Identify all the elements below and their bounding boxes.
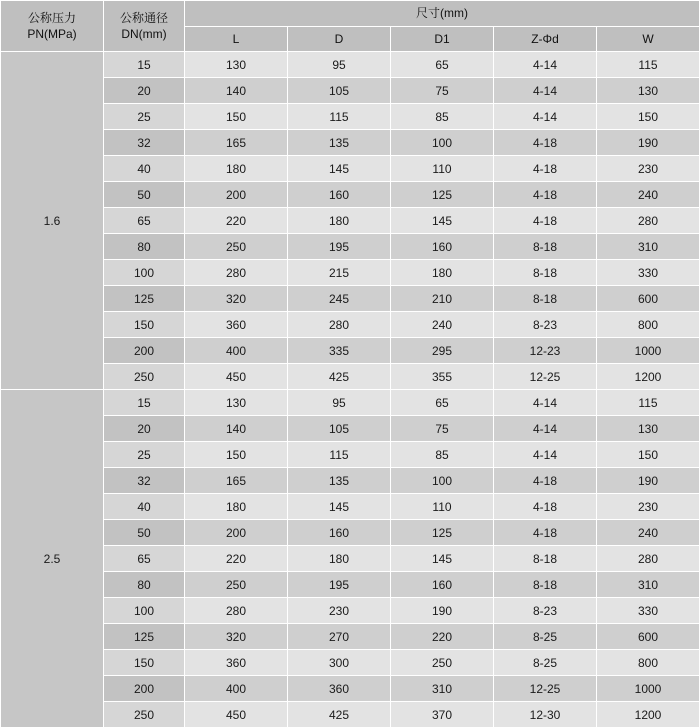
diameter-d-cell: 135 (288, 468, 391, 494)
diameter-d-cell: 145 (288, 494, 391, 520)
bolt-holes-cell: 12-30 (494, 702, 597, 728)
diameter-d1-cell: 310 (391, 676, 494, 702)
table-row (1, 546, 700, 572)
bolt-holes-cell: 8-18 (494, 286, 597, 312)
diameter-d-cell: 195 (288, 572, 391, 598)
nominal-diameter-cell: 100 (104, 260, 185, 286)
weight-cell: 150 (597, 104, 700, 130)
table-row (1, 468, 700, 494)
diameter-d1-cell: 75 (391, 78, 494, 104)
nominal-diameter-cell: 80 (104, 234, 185, 260)
nominal-diameter-cell: 65 (104, 208, 185, 234)
diameter-d-cell: 195 (288, 234, 391, 260)
weight-cell: 280 (597, 208, 700, 234)
table-row (1, 130, 700, 156)
nominal-diameter-cell: 150 (104, 312, 185, 338)
header-col-w: W (597, 26, 700, 52)
diameter-d1-cell: 110 (391, 494, 494, 520)
header-nominal-pressure-line2: PN(MPa) (27, 27, 77, 41)
length-cell: 180 (185, 156, 288, 182)
bolt-holes-cell: 4-14 (494, 442, 597, 468)
table-row (1, 104, 700, 130)
length-cell: 165 (185, 130, 288, 156)
diameter-d1-cell: 100 (391, 468, 494, 494)
diameter-d1-cell: 240 (391, 312, 494, 338)
nominal-diameter-cell: 25 (104, 442, 185, 468)
bolt-holes-cell: 4-18 (494, 494, 597, 520)
bolt-holes-cell: 8-23 (494, 312, 597, 338)
diameter-d-cell: 270 (288, 624, 391, 650)
diameter-d-cell: 105 (288, 78, 391, 104)
diameter-d-cell: 115 (288, 104, 391, 130)
diameter-d1-cell: 190 (391, 598, 494, 624)
diameter-d-cell: 230 (288, 598, 391, 624)
bolt-holes-cell: 8-18 (494, 260, 597, 286)
length-cell: 150 (185, 104, 288, 130)
nominal-diameter-cell: 250 (104, 702, 185, 728)
table-row (1, 286, 700, 312)
nominal-diameter-cell: 200 (104, 676, 185, 702)
length-cell: 250 (185, 234, 288, 260)
diameter-d-cell: 360 (288, 676, 391, 702)
length-cell: 165 (185, 468, 288, 494)
header-dimensions: 尺寸(mm) (185, 1, 700, 27)
table-row (1, 234, 700, 260)
weight-cell: 1200 (597, 702, 700, 728)
length-cell: 360 (185, 312, 288, 338)
nominal-diameter-cell: 150 (104, 650, 185, 676)
header-nominal-diameter-line1: 公称通径 (119, 10, 168, 25)
weight-cell: 150 (597, 442, 700, 468)
weight-cell: 1200 (597, 364, 700, 390)
header-nominal-pressure (1, 1, 104, 52)
diameter-d1-cell: 220 (391, 624, 494, 650)
nominal-diameter-cell: 250 (104, 364, 185, 390)
diameter-d1-cell: 100 (391, 130, 494, 156)
nominal-diameter-cell: 25 (104, 104, 185, 130)
length-cell: 220 (185, 546, 288, 572)
header-col-d1: D1 (391, 26, 494, 52)
diameter-d-cell: 180 (288, 208, 391, 234)
diameter-d1-cell: 295 (391, 338, 494, 364)
diameter-d-cell: 95 (288, 390, 391, 416)
bolt-holes-cell: 4-18 (494, 156, 597, 182)
diameter-d-cell: 335 (288, 338, 391, 364)
length-cell: 130 (185, 390, 288, 416)
table-row (1, 442, 700, 468)
diameter-d1-cell: 160 (391, 572, 494, 598)
nominal-diameter-cell: 40 (104, 494, 185, 520)
bolt-holes-cell: 4-14 (494, 390, 597, 416)
table-row (1, 312, 700, 338)
diameter-d1-cell: 125 (391, 182, 494, 208)
weight-cell: 310 (597, 572, 700, 598)
bolt-holes-cell: 4-14 (494, 104, 597, 130)
nominal-diameter-cell: 125 (104, 624, 185, 650)
header-nominal-pressure-line1: 公称压力 (27, 10, 76, 25)
weight-cell: 800 (597, 650, 700, 676)
table-row (1, 520, 700, 546)
nominal-diameter-cell: 15 (104, 390, 185, 416)
header-col-zd: Z-Φd (494, 26, 597, 52)
diameter-d-cell: 425 (288, 702, 391, 728)
table-row (1, 494, 700, 520)
table-row (1, 208, 700, 234)
diameter-d1-cell: 65 (391, 52, 494, 78)
bolt-holes-cell: 8-18 (494, 572, 597, 598)
weight-cell: 130 (597, 78, 700, 104)
diameter-d-cell: 300 (288, 650, 391, 676)
nominal-diameter-cell: 32 (104, 130, 185, 156)
diameter-d1-cell: 65 (391, 390, 494, 416)
length-cell: 360 (185, 650, 288, 676)
length-cell: 400 (185, 676, 288, 702)
table-row (1, 364, 700, 390)
diameter-d1-cell: 160 (391, 234, 494, 260)
weight-cell: 800 (597, 312, 700, 338)
table-body (1, 52, 700, 728)
table-header (1, 1, 700, 52)
weight-cell: 240 (597, 182, 700, 208)
bolt-holes-cell: 4-18 (494, 208, 597, 234)
pressure-group-cell: 2.5 (1, 390, 104, 728)
diameter-d-cell: 280 (288, 312, 391, 338)
length-cell: 250 (185, 572, 288, 598)
length-cell: 140 (185, 78, 288, 104)
diameter-d-cell: 95 (288, 52, 391, 78)
table-row (1, 182, 700, 208)
diameter-d-cell: 160 (288, 520, 391, 546)
weight-cell: 330 (597, 598, 700, 624)
weight-cell: 115 (597, 52, 700, 78)
table-row (1, 702, 700, 728)
length-cell: 140 (185, 416, 288, 442)
table-row (1, 598, 700, 624)
table-row (1, 676, 700, 702)
bolt-holes-cell: 8-23 (494, 598, 597, 624)
weight-cell: 240 (597, 520, 700, 546)
diameter-d-cell: 160 (288, 182, 391, 208)
nominal-diameter-cell: 200 (104, 338, 185, 364)
bolt-holes-cell: 4-18 (494, 130, 597, 156)
table-row (1, 260, 700, 286)
diameter-d1-cell: 85 (391, 442, 494, 468)
nominal-diameter-cell: 32 (104, 468, 185, 494)
nominal-diameter-cell: 20 (104, 416, 185, 442)
length-cell: 280 (185, 598, 288, 624)
diameter-d1-cell: 145 (391, 546, 494, 572)
diameter-d1-cell: 370 (391, 702, 494, 728)
weight-cell: 190 (597, 130, 700, 156)
table-row (1, 78, 700, 104)
table-row (1, 572, 700, 598)
diameter-d1-cell: 180 (391, 260, 494, 286)
nominal-diameter-cell: 100 (104, 598, 185, 624)
weight-cell: 130 (597, 416, 700, 442)
diameter-d1-cell: 145 (391, 208, 494, 234)
diameter-d-cell: 145 (288, 156, 391, 182)
length-cell: 320 (185, 624, 288, 650)
length-cell: 280 (185, 260, 288, 286)
table-row (1, 416, 700, 442)
table-row (1, 650, 700, 676)
diameter-d-cell: 245 (288, 286, 391, 312)
bolt-holes-cell: 8-25 (494, 650, 597, 676)
bolt-holes-cell: 8-18 (494, 234, 597, 260)
header-nominal-diameter (104, 1, 185, 52)
length-cell: 200 (185, 520, 288, 546)
weight-cell: 190 (597, 468, 700, 494)
diameter-d1-cell: 210 (391, 286, 494, 312)
diameter-d1-cell: 355 (391, 364, 494, 390)
length-cell: 180 (185, 494, 288, 520)
weight-cell: 1000 (597, 676, 700, 702)
weight-cell: 230 (597, 156, 700, 182)
diameter-d1-cell: 125 (391, 520, 494, 546)
bolt-holes-cell: 4-14 (494, 52, 597, 78)
length-cell: 400 (185, 338, 288, 364)
table-row (1, 390, 700, 416)
nominal-diameter-cell: 50 (104, 182, 185, 208)
nominal-diameter-cell: 80 (104, 572, 185, 598)
header-col-l: L (185, 26, 288, 52)
table-row (1, 338, 700, 364)
diameter-d1-cell: 110 (391, 156, 494, 182)
length-cell: 220 (185, 208, 288, 234)
diameter-d1-cell: 75 (391, 416, 494, 442)
bolt-holes-cell: 8-18 (494, 546, 597, 572)
weight-cell: 115 (597, 390, 700, 416)
bolt-holes-cell: 4-18 (494, 182, 597, 208)
header-row-top (1, 1, 700, 27)
nominal-diameter-cell: 50 (104, 520, 185, 546)
length-cell: 450 (185, 702, 288, 728)
nominal-diameter-cell: 20 (104, 78, 185, 104)
weight-cell: 1000 (597, 338, 700, 364)
weight-cell: 280 (597, 546, 700, 572)
length-cell: 450 (185, 364, 288, 390)
diameter-d1-cell: 85 (391, 104, 494, 130)
diameter-d-cell: 105 (288, 416, 391, 442)
header-col-d: D (288, 26, 391, 52)
diameter-d-cell: 425 (288, 364, 391, 390)
weight-cell: 330 (597, 260, 700, 286)
length-cell: 200 (185, 182, 288, 208)
bolt-holes-cell: 8-25 (494, 624, 597, 650)
bolt-holes-cell: 12-25 (494, 676, 597, 702)
diameter-d-cell: 135 (288, 130, 391, 156)
table-row (1, 52, 700, 78)
bolt-holes-cell: 4-18 (494, 520, 597, 546)
diameter-d-cell: 215 (288, 260, 391, 286)
nominal-diameter-cell: 65 (104, 546, 185, 572)
length-cell: 320 (185, 286, 288, 312)
weight-cell: 310 (597, 234, 700, 260)
table-row (1, 624, 700, 650)
header-nominal-diameter-line2: DN(mm) (121, 27, 167, 41)
bolt-holes-cell: 4-18 (494, 468, 597, 494)
diameter-d-cell: 115 (288, 442, 391, 468)
bolt-holes-cell: 4-14 (494, 416, 597, 442)
bolt-holes-cell: 12-23 (494, 338, 597, 364)
length-cell: 130 (185, 52, 288, 78)
bolt-holes-cell: 12-25 (494, 364, 597, 390)
diameter-d-cell: 180 (288, 546, 391, 572)
table-row (1, 156, 700, 182)
pressure-group-cell: 1.6 (1, 52, 104, 390)
diameter-d1-cell: 250 (391, 650, 494, 676)
nominal-diameter-cell: 125 (104, 286, 185, 312)
weight-cell: 600 (597, 286, 700, 312)
bolt-holes-cell: 4-14 (494, 78, 597, 104)
weight-cell: 600 (597, 624, 700, 650)
nominal-diameter-cell: 15 (104, 52, 185, 78)
length-cell: 150 (185, 442, 288, 468)
weight-cell: 230 (597, 494, 700, 520)
nominal-diameter-cell: 40 (104, 156, 185, 182)
